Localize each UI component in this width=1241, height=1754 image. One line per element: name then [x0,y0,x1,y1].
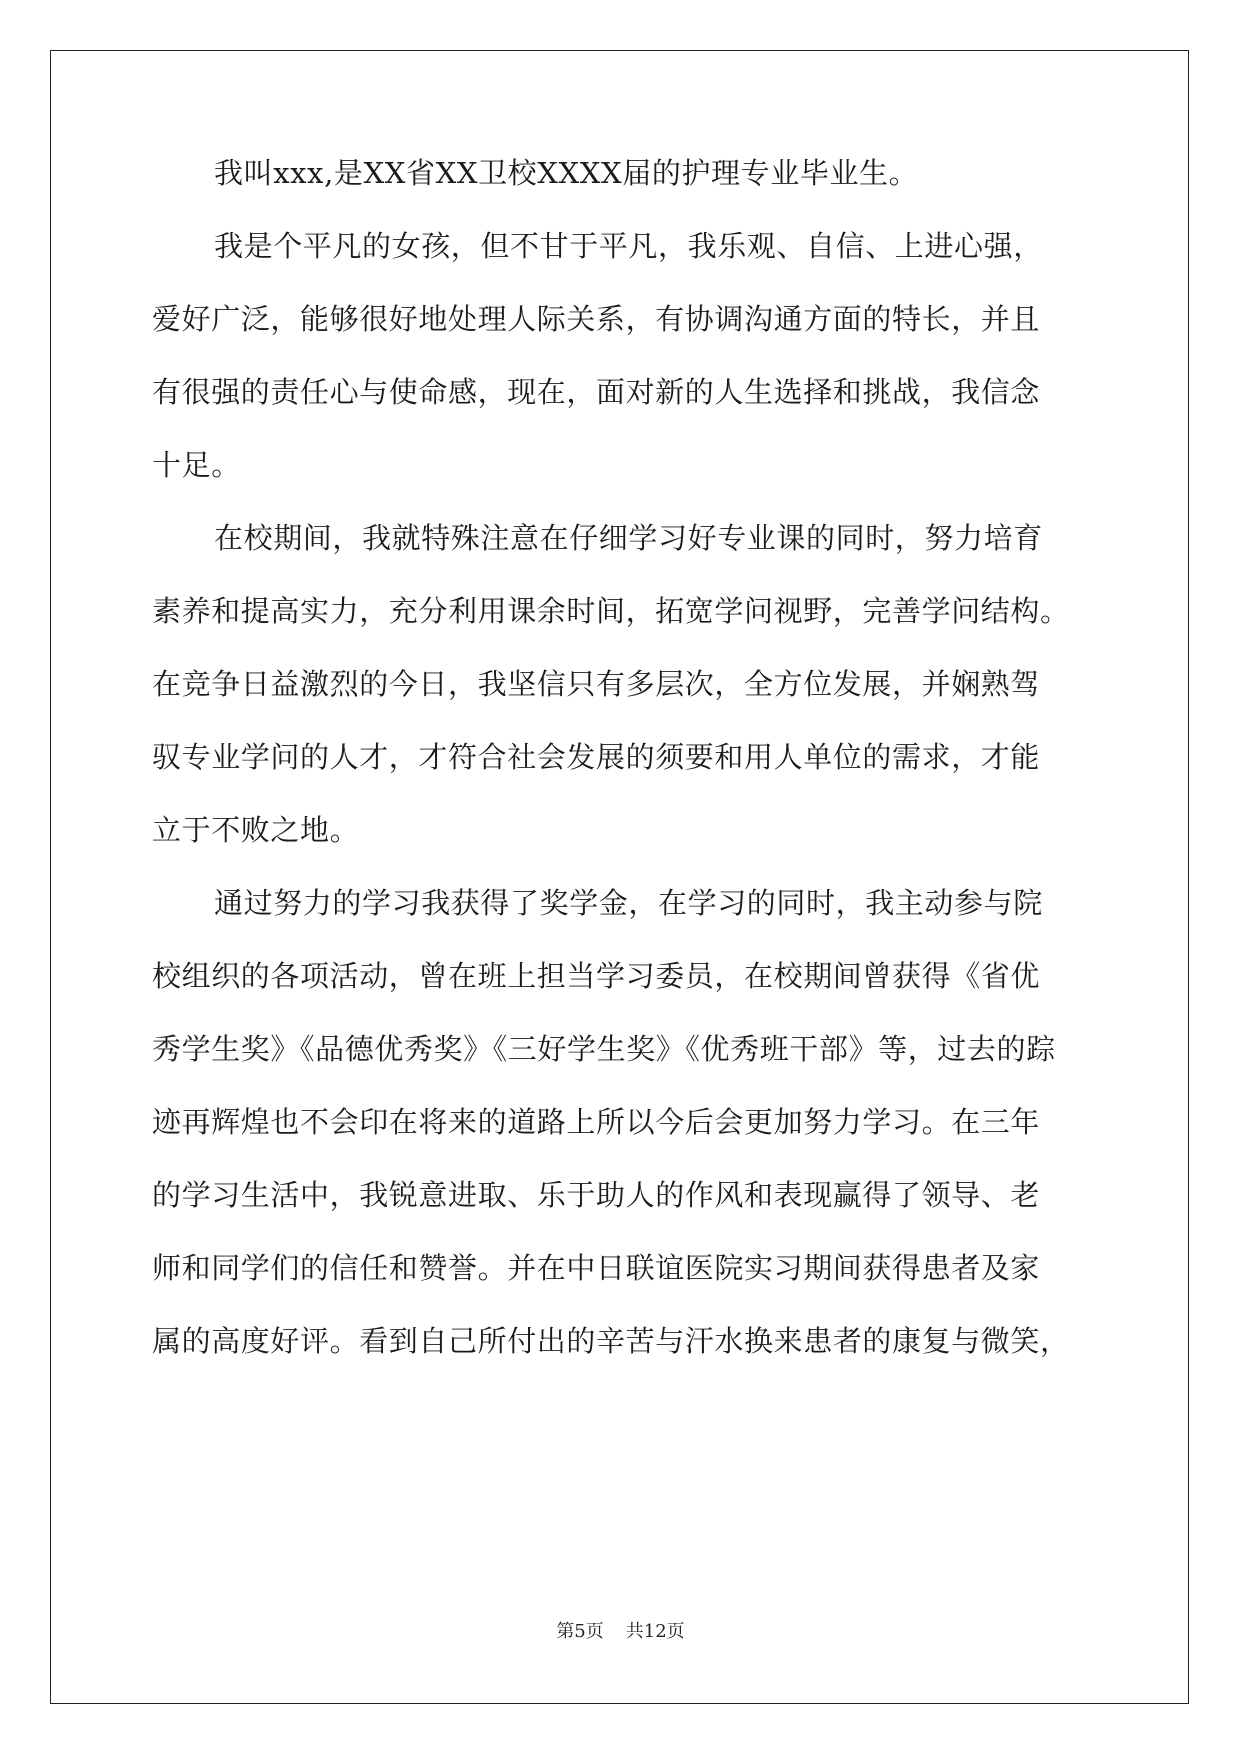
paragraph-4-line-5: 的学习生活中，我锐意进取、乐于助人的作风和表现赢得了领导、老 [152,1178,1041,1212]
paragraph-2-line-3: 有很强的责任心与使命感，现在，面对新的人生选择和挑战，我信念 [152,375,1041,409]
page-total: 共12页 [625,1621,685,1642]
paragraph-3-line-5: 立于不败之地。 [152,813,360,847]
paragraph-2-line-1: 我是个平凡的女孩，但不甘于平凡，我乐观、自信、上进心强， [214,229,1043,263]
paragraph-2-line-2: 爱好广泛，能够很好地处理人际关系，有协调沟通方面的特长，并且 [152,302,1041,336]
paragraph-2-line-4: 十足。 [152,448,241,482]
page-number: 第5页 [556,1621,604,1642]
paragraph-3-line-4: 驭专业学问的人才，才符合社会发展的须要和用人单位的需求，才能 [152,740,1041,774]
paragraph-4-line-4: 迹再辉煌也不会印在将来的道路上所以今后会更加努力学习。在三年 [152,1105,1041,1139]
paragraph-4-line-6: 师和同学们的信任和赞誉。并在中日联谊医院实习期间获得患者及家 [152,1251,1041,1285]
paragraph-4-line-1: 通过努力的学习我获得了奖学金，在学习的同时，我主动参与院 [214,886,1043,920]
paragraph-3-line-1: 在校期间，我就特殊注意在仔细学习好专业课的同时，努力培育 [214,521,1043,555]
paragraph-4-line-7: 属的高度好评。看到自己所付出的辛苦与汗水换来患者的康复与微笑， [152,1324,1070,1358]
paragraph-4-line-2: 校组织的各项活动，曾在班上担当学习委员，在校期间曾获得《省优 [152,959,1041,993]
paragraph-1-line-1: 我叫xxx,是XX省XX卫校XXXX届的护理专业毕业生。 [214,156,919,190]
paragraph-3-line-2: 素养和提高实力，充分利用课余时间，拓宽学问视野，完善学问结构。 [152,594,1070,628]
paragraph-3-line-3: 在竞争日益激烈的今日，我坚信只有多层次，全方位发展，并娴熟驾 [152,667,1041,701]
paragraph-4-line-3: 秀学生奖》《品德优秀奖》《三好学生奖》《优秀班干部》等，过去的踪 [152,1032,1056,1066]
page-footer [0,1620,1241,1644]
